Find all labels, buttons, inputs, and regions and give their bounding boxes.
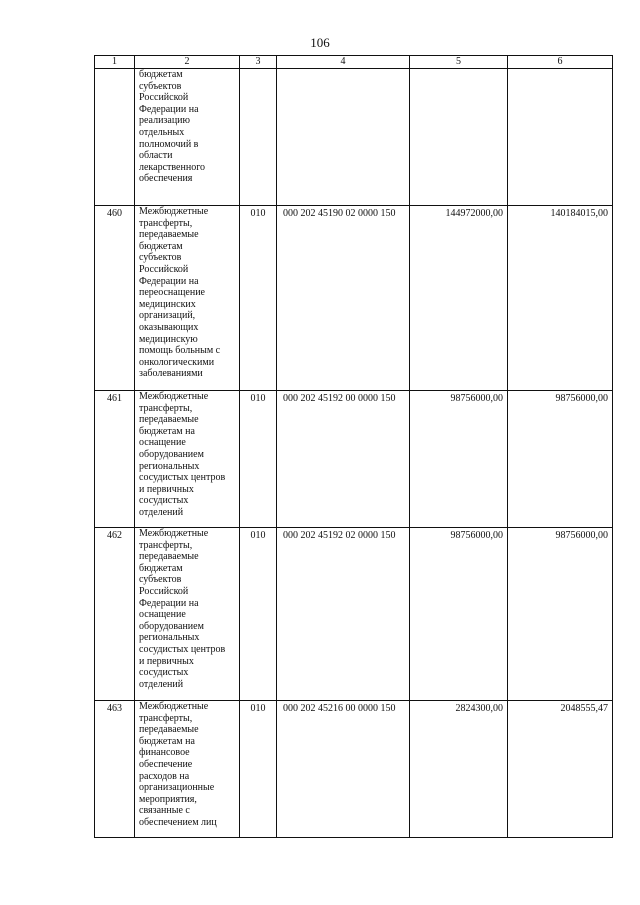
row-planned-sum: 144972000,00: [410, 206, 508, 391]
row-code: 010: [240, 528, 277, 701]
row-name: Межбюджетные трансферты, передаваемые бюджетам на оснащение оборудованием региональных сосудистых центров и первичных сосудистых отделений: [135, 391, 240, 528]
row-name: Межбюджетные трансферты, передаваемые бюджетам субъектов Российской Федерации на оснащение оборудованием региональных сосудистых центров и первичных сосудистых отделений: [135, 528, 240, 701]
row-name: бюджетам субъектов Российской Федерации на реализацию отдельных полномочий в области лекарственного обеспечения: [135, 69, 240, 206]
row-actual-sum: 98756000,00: [508, 528, 613, 701]
row-number: 460: [95, 206, 135, 391]
row-planned-sum: 2824300,00: [410, 701, 508, 838]
row-actual-sum: 2048555,47: [508, 701, 613, 838]
row-budget-code: 000 202 45192 02 0000 150: [277, 528, 410, 701]
row-actual-sum: [508, 69, 613, 206]
column-numbers-row: [95, 56, 613, 69]
column-header-4: 4: [277, 56, 410, 69]
row-planned-sum: 98756000,00: [410, 391, 508, 528]
row-budget-code: 000 202 45216 00 0000 150: [277, 701, 410, 838]
table-row: [95, 528, 613, 701]
table-row: [95, 391, 613, 528]
page-number: 106: [310, 35, 330, 50]
row-code: 010: [240, 391, 277, 528]
column-header-1: 1: [95, 56, 135, 69]
row-number: [95, 69, 135, 206]
column-header-3: 3: [240, 56, 277, 69]
row-code: 010: [240, 701, 277, 838]
row-number: 461: [95, 391, 135, 528]
row-budget-code: [277, 69, 410, 206]
table-row: [95, 701, 613, 838]
row-actual-sum: 98756000,00: [508, 391, 613, 528]
table-body: [95, 69, 613, 838]
row-number: 462: [95, 528, 135, 701]
row-budget-code: 000 202 45192 00 0000 150: [277, 391, 410, 528]
row-name: Межбюджетные трансферты, передаваемые бюджетам субъектов Российской Федерации на переоснащение медицинских организаций, оказывающих медицинскую помощь больным с онкологическими заболеваниями: [135, 206, 240, 391]
row-code: 010: [240, 206, 277, 391]
table-header: [95, 56, 613, 69]
column-header-5: 5: [410, 56, 508, 69]
budget-table: [94, 55, 613, 838]
column-header-2: 2: [135, 56, 240, 69]
row-budget-code: 000 202 45190 02 0000 150: [277, 206, 410, 391]
table-row: [95, 69, 613, 206]
row-number: 463: [95, 701, 135, 838]
column-header-6: 6: [508, 56, 613, 69]
row-code: [240, 69, 277, 206]
row-name: Межбюджетные трансферты, передаваемые бюджетам на финансовое обеспечение расходов на организационные мероприятия, связанные с обеспечением лиц: [135, 701, 240, 838]
row-actual-sum: 140184015,00: [508, 206, 613, 391]
row-planned-sum: 98756000,00: [410, 528, 508, 701]
table-row: [95, 206, 613, 391]
row-planned-sum: [410, 69, 508, 206]
